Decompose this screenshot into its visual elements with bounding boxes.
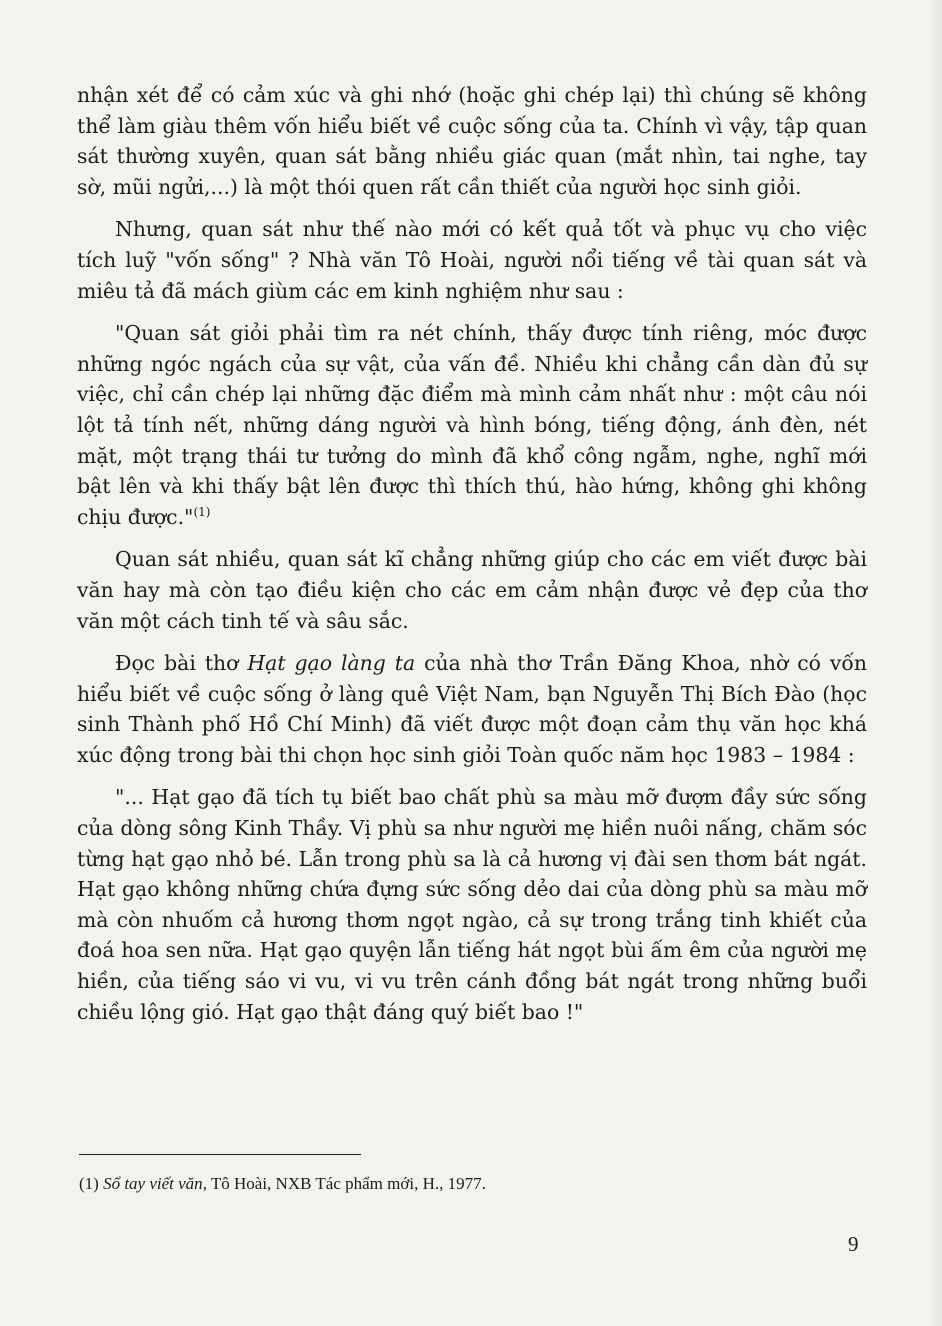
paragraph-continuation: nhận xét để có cảm xúc và ghi nhớ (hoặc ghi chép lại) thì chúng sẽ không thể làm giàu thêm vốn hiểu biết về cuộc sống của ta. Chính vì vậy, tập quan sát thường xuyên, quan sát bằng nhiều giác quan (mắt nhìn, tai nghe, tay sờ, mũi ngửi,...) là một thói quen rất cần thiết của người học sinh giỏi.	[77, 83, 867, 199]
paragraph-poem-intro	[77, 648, 867, 770]
poem-intro-after: của nhà thơ Trần Đăng Khoa, nhờ có vốn hiểu biết về cuộc sống ở làng quê Việt Nam, bạn Nguyễn Thị Bích Đào (học sinh Thành phố Hồ Chí Minh) đã viết được một đoạn cảm thụ văn học khá xúc động trong bài thi chọn học sinh giỏi Toàn quốc năm học 1983 – 1984 :	[77, 651, 867, 767]
paragraph-observation-question: Nhưng, quan sát như thế nào mới có kết quả tốt và phục vụ cho việc tích luỹ "vốn sống" ? Nhà văn Tô Hoài, người nổi tiếng về tài quan sát và miêu tả đã mách giùm các em kinh nghiệm như sau :	[77, 217, 867, 303]
footnote	[79, 1172, 859, 1196]
quote-student-essay: "... Hạt gạo đã tích tụ biết bao chất phù sa màu mỡ đượm đầy sức sống của dòng sông Kinh Thầy. Vị phù sa như người mẹ hiền nuôi nấng, chăm sóc từng hạt gạo nhỏ bé. Lẫn trong phù sa là cả hương vị đài sen thơm bát ngát. Hạt gạo không những chứa đựng sức sống dẻo dai của dòng phù sa màu mỡ mà còn nhuốm cả hương thơm ngọt ngào, cả sự trong trắng tinh khiết của đoá hoa sen nữa. Hạt gạo quyện lẫn tiếng hát ngọt bùi ấm êm của người mẹ hiền, của tiếng sáo vi vu, vi vu trên cánh đồng bát ngát trong những buổi chiều lộng gió. Hạt gạo thật đáng quý biết bao !"	[77, 785, 867, 1024]
footnote-divider	[79, 1154, 361, 1155]
footnote-marker: (1)	[79, 1174, 104, 1193]
page-number: 9	[848, 1232, 859, 1256]
quote-to-hoai	[77, 318, 867, 532]
footnote-reference: (1)	[193, 504, 211, 519]
poem-intro-before: Đọc bài thơ	[115, 651, 248, 676]
body-text	[77, 80, 867, 1039]
footnote-book-title: Sổ tay viết văn	[103, 1174, 203, 1193]
paragraph-observation-benefit: Quan sát nhiều, quan sát kĩ chẳng những giúp cho các em viết được bài văn hay mà còn tạo điều kiện cho các em cảm nhận được vẻ đẹp của thơ văn một cách tinh tế và sâu sắc.	[77, 547, 867, 633]
footnote-details: , Tô Hoài, NXB Tác phẩm mới, H., 1977.	[202, 1174, 486, 1193]
poem-title: Hạt gạo làng ta	[247, 651, 416, 676]
quote-to-hoai-text: "Quan sát giỏi phải tìm ra nét chính, thấy được tính riêng, móc được những ngóc ngách của sự vật, của vấn đề. Nhiều khi chẳng cần dàn đủ sự việc, chỉ cần chép lại những đặc điểm mà mình cảm nhất như : một câu nói lột tả tính nết, những dáng người và hình bóng, tiếng động, ánh đèn, nét mặt, một trạng thái tư tưởng do mình đã khổ công ngẫm, nghe, nghĩ mới bật lên và khi thấy bật lên được thì thích thú, hào hứng, không ghi không chịu được."	[77, 321, 867, 529]
